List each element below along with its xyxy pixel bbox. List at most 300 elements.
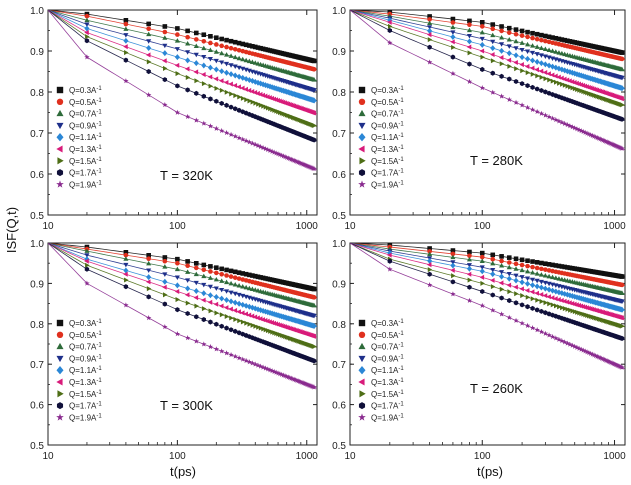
data-point [539,261,544,266]
data-point [233,83,237,88]
data-point [513,60,517,65]
data-point [175,63,179,68]
data-point [214,99,218,104]
data-point [531,296,535,301]
y-tick-label: 0.6 [332,400,346,412]
panel-bottom-right [332,239,626,462]
data-point [530,325,535,330]
data-point [214,86,218,91]
data-point [229,327,233,332]
legend-marker [359,320,365,326]
data-point [175,282,180,288]
data-point [514,256,519,261]
x-axis-label: t(ps) [477,464,503,479]
data-point [499,55,503,60]
data-point [507,283,511,288]
data-point [175,257,180,262]
data-point [490,278,494,283]
data-point [194,338,199,343]
data-point [539,329,544,334]
data-point [450,71,455,76]
legend-marker [56,110,63,116]
data-point [535,86,539,91]
data-point [146,22,151,27]
data-point [451,273,455,278]
data-point [507,77,511,82]
legend [358,319,404,422]
data-point [519,62,523,67]
data-point [451,279,455,284]
data-point [194,69,198,74]
data-point [185,87,189,92]
data-point [450,263,455,269]
data-point [513,52,518,58]
data-point [312,287,317,292]
data-point [507,315,512,320]
y-tick-label: 0.7 [30,129,44,140]
legend-label: $Q=0.3A^{-1}$ [371,319,404,328]
data-point [219,68,224,74]
data-point [520,293,524,298]
y-tick-label: 0.7 [332,360,346,372]
data-point [387,266,392,271]
data-point [530,289,534,294]
legend-marker [57,169,63,176]
data-point [146,256,151,261]
data-point [208,96,212,101]
data-point [233,354,238,359]
y-tick-label: 0.9 [332,279,346,291]
legend-label: $Q=0.9A^{-1}$ [69,354,102,364]
data-point [229,315,233,320]
data-point [519,320,524,325]
data-point [185,335,190,340]
data-point [480,289,484,294]
legend-label: $Q=1.7A^{-1}$ [371,168,404,178]
data-point [214,294,219,300]
data-point [201,263,206,268]
data-point [500,61,504,66]
legend-marker [56,145,62,152]
y-tick-label: 0.6 [30,170,44,181]
data-point [535,260,540,265]
data-point [219,324,223,329]
data-point [514,291,518,296]
data-point [201,72,205,77]
data-point [175,261,180,266]
data-point [499,93,504,98]
data-point [208,74,212,79]
data-point [620,274,625,279]
data-point [491,284,495,289]
data-point [467,79,472,84]
data-point [201,341,206,346]
data-point [480,85,485,90]
data-point [123,38,128,44]
data-point [219,37,224,42]
legend-label: $Q=0.9A^{-1}$ [69,121,102,131]
data-point [450,34,455,40]
data-point [201,32,206,37]
data-point [480,24,485,29]
legend-label: $Q=0.3A^{-1}$ [371,86,404,95]
data-point [228,132,233,137]
data-point [539,88,543,93]
data-point [530,282,535,288]
data-point [194,37,199,42]
legend-marker [57,390,63,397]
legend-marker [358,413,366,420]
data-point [185,114,190,119]
data-point [507,50,512,56]
data-point [175,83,179,88]
data-point [543,286,548,292]
data-point [146,45,151,51]
data-point [519,102,524,107]
y-tick-label: 1.0 [332,6,346,17]
data-point [229,39,234,44]
data-point [499,259,504,264]
data-point [175,54,180,60]
data-point [539,38,544,43]
data-point [520,279,525,285]
legend-marker [358,145,364,152]
data-point [427,45,431,50]
data-point [202,317,206,322]
data-point [531,72,535,77]
data-point [224,297,229,303]
data-point [480,55,484,60]
legend-marker [359,99,365,105]
temperature-label: T = 300K [160,398,213,413]
data-point [514,262,519,267]
data-point [233,275,238,280]
data-point [543,70,547,75]
data-point [535,73,539,78]
data-point [480,48,484,53]
y-tick-label: 0.7 [30,360,44,372]
data-point [123,302,128,307]
data-point [194,117,199,122]
data-point [535,32,540,37]
y-tick-label: 0.5 [332,441,346,452]
data-point [530,107,535,112]
legend-marker [359,332,365,338]
data-point [530,31,535,36]
panel-top-right [332,6,626,232]
data-point [513,100,518,105]
data-point [507,30,512,35]
data-point [490,253,495,258]
data-point [194,261,199,266]
data-point [534,109,539,114]
panel-bottom-left [30,239,318,462]
data-point [146,52,150,57]
data-point [162,50,167,56]
data-point [175,110,180,115]
data-point [539,292,543,297]
legend-label: $Q=0.7A^{-1}$ [371,342,404,352]
data-point [225,314,229,319]
y-tick-label: 1.0 [30,6,44,17]
legend-label: $Q=1.1A^{-1}$ [69,133,102,143]
x-tick-label: 100 [473,221,491,232]
data-point [450,291,455,296]
data-point [520,54,525,60]
data-point [176,71,180,76]
data-point [220,312,224,317]
data-point [220,88,224,93]
data-point [534,327,539,332]
data-point [219,272,224,277]
data-point [163,30,168,35]
data-point [225,90,229,95]
data-point [185,292,189,297]
data-point [507,276,512,282]
legend-label: $Q=0.5A^{-1}$ [69,97,102,107]
data-point [233,72,238,78]
data-point [185,263,190,268]
data-point [194,295,198,300]
legend-marker [358,343,365,349]
legend-marker [57,157,63,164]
y-tick-label: 0.9 [30,47,44,58]
data-point [233,317,237,322]
data-point [491,71,495,76]
data-point [201,63,206,69]
legend-marker [56,123,63,129]
legend-marker [359,157,365,164]
data-point [620,102,624,107]
data-point [208,292,213,298]
data-point [525,258,530,263]
legend-marker [57,320,63,326]
temperature-label: T = 320K [160,168,213,183]
data-point [480,268,485,274]
legend-label: $Q=1.1A^{-1}$ [69,366,102,376]
data-point [233,300,238,306]
data-point [208,264,213,269]
y-tick-label: 0.9 [332,47,346,58]
legend-label: $Q=0.7A^{-1}$ [69,342,102,352]
data-point [219,348,224,353]
data-point [224,268,229,273]
data-point [507,289,511,294]
y-tick-label: 0.5 [30,441,44,452]
data-point [525,288,529,293]
data-point [194,266,199,271]
data-point [526,70,530,75]
data-point [146,315,151,320]
legend-label: $Q=1.5A^{-1}$ [371,156,404,166]
data-point [208,320,212,325]
legend-label: $Q=1.7A^{-1}$ [69,168,102,178]
data-point [194,31,199,36]
legend-marker [359,169,365,176]
legend-label: $Q=0.7A^{-1}$ [371,109,404,119]
data-point [520,81,524,86]
data-point [224,273,229,278]
data-point [530,85,534,90]
data-point [490,22,495,27]
data-point [507,58,511,63]
legend-label: $Q=1.1A^{-1}$ [371,366,404,376]
data-point [194,60,199,66]
data-point [233,47,238,52]
data-point [499,29,504,34]
data-point [499,311,504,316]
data-point [208,65,213,71]
data-point [491,58,495,63]
data-point [514,32,519,37]
legend-marker [359,402,365,409]
data-point [214,76,218,81]
legend-label: $Q=0.9A^{-1}$ [371,354,404,364]
data-point [237,301,242,307]
data-point [539,33,544,38]
data-point [124,58,128,63]
legend-marker [56,180,64,187]
data-point [194,304,198,309]
legend-label: $Q=1.7A^{-1}$ [371,401,404,411]
legend-label: $Q=1.9A^{-1}$ [371,180,404,190]
data-point [468,278,472,283]
data-point [209,84,213,89]
data-point [162,58,166,63]
legend-marker [56,366,63,374]
panel-top-left [30,6,318,232]
legend-marker [57,332,63,338]
data-point [201,39,206,44]
data-point [525,30,530,35]
data-point [427,59,432,64]
data-point [147,286,151,291]
legend-label: $Q=0.7A^{-1}$ [69,109,102,119]
data-point [208,269,213,274]
legend-label: $Q=0.5A^{-1}$ [371,97,404,107]
legend-label: $Q=0.3A^{-1}$ [69,319,102,328]
data-point [214,271,219,276]
data-point [467,272,471,277]
data-point [520,33,525,38]
data-point [214,67,219,73]
data-point [490,257,495,262]
data-point [214,42,219,47]
data-point [208,123,213,128]
legend-marker [56,413,64,420]
data-point [224,103,228,108]
data-point [520,263,525,268]
data-point [507,97,512,102]
x-tick-label: 1000 [295,451,318,462]
temperature-label: T = 280K [470,153,523,168]
legend-marker [359,390,365,397]
data-point [185,285,190,291]
data-point [162,324,167,329]
data-point [539,309,543,314]
data-point [480,67,484,72]
legend-label: $Q=1.3A^{-1}$ [69,145,102,154]
data-point [219,267,224,272]
data-point [236,309,240,314]
data-point [468,50,472,55]
y-tick-label: 0.8 [30,88,44,99]
data-point [228,307,232,312]
data-point [539,69,543,74]
data-point [208,300,212,305]
data-point [147,59,151,64]
data-point [201,121,206,126]
data-point [194,78,198,83]
legend-marker [358,133,365,141]
data-point [547,63,552,69]
data-point [491,292,495,297]
data-point [214,322,218,327]
legend-marker [358,123,365,129]
legend-label: $Q=1.5A^{-1}$ [69,156,102,166]
data-point [525,83,529,88]
x-tick-label: 100 [169,451,186,462]
legend-marker [57,402,63,409]
data-point [525,281,530,287]
legend-label: $Q=1.3A^{-1}$ [371,378,404,387]
data-point [175,289,179,294]
data-point [312,295,317,300]
data-point [163,292,167,297]
data-point [543,293,547,298]
data-point [214,346,219,351]
data-point [176,297,180,302]
legend-label: $Q=1.3A^{-1}$ [371,145,404,154]
data-point [480,303,485,308]
legend-marker [359,87,365,93]
data-point [513,278,518,284]
data-point [499,280,503,285]
data-point [185,259,190,264]
data-point [124,22,129,27]
x-tick-label: 100 [169,221,186,232]
data-point [312,67,317,72]
data-point [163,66,167,71]
data-point [499,274,504,280]
data-point [543,61,548,67]
x-tick-label: 100 [473,451,491,462]
data-point [229,91,233,96]
data-point [185,311,189,316]
legend-label: $Q=0.5A^{-1}$ [371,330,404,340]
y-tick-label: 0.8 [332,88,346,99]
legend-label: $Q=1.5A^{-1}$ [69,389,102,399]
data-point [535,298,539,303]
data-point [208,344,213,349]
data-point [186,301,190,306]
data-point [202,94,206,99]
data-point [467,22,472,27]
data-point [539,267,544,272]
data-point [224,70,229,76]
data-point [535,291,539,296]
data-point [202,306,206,311]
data-point [236,84,240,89]
y-tick-label: 1.0 [332,239,346,250]
legend-label: $Q=0.5A^{-1}$ [69,330,102,340]
data-point [185,29,190,34]
data-point [233,133,238,138]
data-point [214,126,219,131]
data-point [530,66,534,71]
data-point [427,282,432,287]
data-point [539,111,544,116]
